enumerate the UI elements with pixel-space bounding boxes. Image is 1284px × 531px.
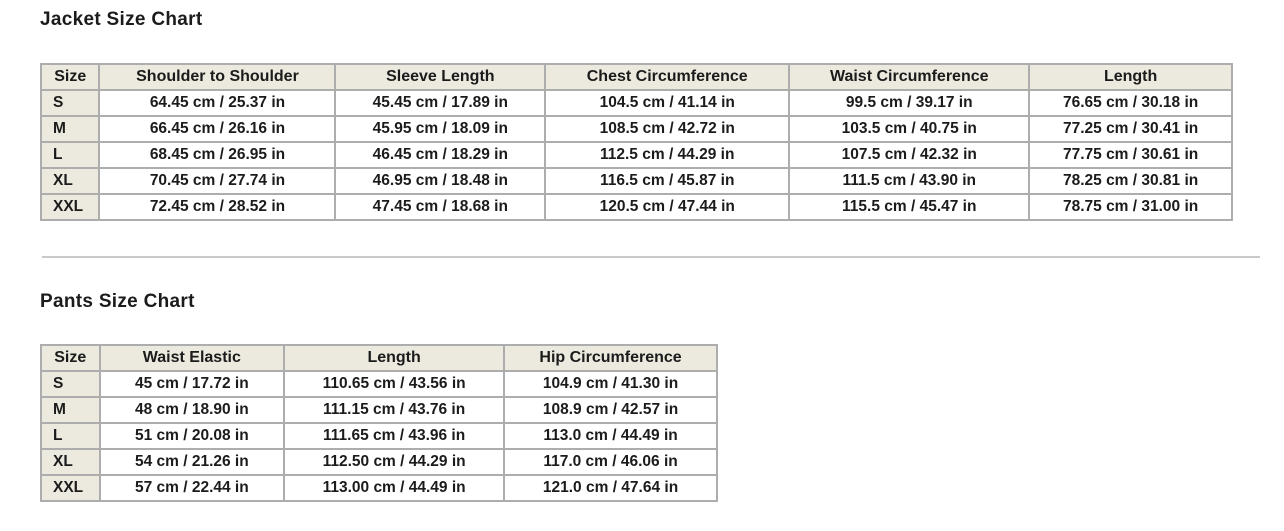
size-cell: S (41, 371, 100, 397)
table-row (41, 116, 1232, 142)
table-row (41, 90, 1232, 116)
column-header: Shoulder to Shoulder (99, 64, 335, 90)
measurement-cell: 77.25 cm / 30.41 in (1029, 116, 1232, 142)
measurement-cell: 47.45 cm / 18.68 in (335, 194, 545, 220)
table-row (41, 397, 717, 423)
measurement-cell: 107.5 cm / 42.32 in (789, 142, 1029, 168)
measurement-cell: 115.5 cm / 45.47 in (789, 194, 1029, 220)
measurement-cell: 57 cm / 22.44 in (100, 475, 285, 501)
measurement-cell: 46.45 cm / 18.29 in (335, 142, 545, 168)
measurement-cell: 78.75 cm / 31.00 in (1029, 194, 1232, 220)
measurement-cell: 46.95 cm / 18.48 in (335, 168, 545, 194)
measurement-cell: 45 cm / 17.72 in (100, 371, 285, 397)
column-header: Hip Circumference (504, 345, 717, 371)
measurement-cell: 45.45 cm / 17.89 in (335, 90, 545, 116)
section-divider (42, 256, 1260, 258)
measurement-cell: 121.0 cm / 47.64 in (504, 475, 717, 501)
measurement-cell: 77.75 cm / 30.61 in (1029, 142, 1232, 168)
measurement-cell: 72.45 cm / 28.52 in (99, 194, 335, 220)
size-cell: S (41, 90, 99, 116)
jacket-chart-title: Jacket Size Chart (40, 9, 203, 30)
size-cell: XL (41, 168, 99, 194)
measurement-cell: 45.95 cm / 18.09 in (335, 116, 545, 142)
jacket-size-table (40, 63, 1233, 221)
measurement-cell: 68.45 cm / 26.95 in (99, 142, 335, 168)
measurement-cell: 113.0 cm / 44.49 in (504, 423, 717, 449)
size-cell: XXL (41, 194, 99, 220)
measurement-cell: 70.45 cm / 27.74 in (99, 168, 335, 194)
measurement-cell: 78.25 cm / 30.81 in (1029, 168, 1232, 194)
measurement-cell: 66.45 cm / 26.16 in (99, 116, 335, 142)
measurement-cell: 111.5 cm / 43.90 in (789, 168, 1029, 194)
measurement-cell: 76.65 cm / 30.18 in (1029, 90, 1232, 116)
pants-size-table (40, 344, 718, 502)
column-header: Length (1029, 64, 1232, 90)
column-header: Waist Circumference (789, 64, 1029, 90)
table-row (41, 449, 717, 475)
column-header: Size (41, 345, 100, 371)
measurement-cell: 112.50 cm / 44.29 in (284, 449, 504, 475)
measurement-cell: 64.45 cm / 25.37 in (99, 90, 335, 116)
size-cell: XXL (41, 475, 100, 501)
measurement-cell: 110.65 cm / 43.56 in (284, 371, 504, 397)
table-row (41, 475, 717, 501)
column-header: Sleeve Length (335, 64, 545, 90)
column-header: Waist Elastic (100, 345, 285, 371)
measurement-cell: 113.00 cm / 44.49 in (284, 475, 504, 501)
measurement-cell: 108.5 cm / 42.72 in (545, 116, 789, 142)
measurement-cell: 111.15 cm / 43.76 in (284, 397, 504, 423)
measurement-cell: 104.5 cm / 41.14 in (545, 90, 789, 116)
size-cell: XL (41, 449, 100, 475)
table-row (41, 423, 717, 449)
table-row (41, 371, 717, 397)
measurement-cell: 51 cm / 20.08 in (100, 423, 285, 449)
header-row (41, 64, 1232, 90)
measurement-cell: 104.9 cm / 41.30 in (504, 371, 717, 397)
column-header: Length (284, 345, 504, 371)
measurement-cell: 99.5 cm / 39.17 in (789, 90, 1029, 116)
table-row (41, 194, 1232, 220)
measurement-cell: 116.5 cm / 45.87 in (545, 168, 789, 194)
table-row (41, 168, 1232, 194)
column-header: Chest Circumference (545, 64, 789, 90)
measurement-cell: 117.0 cm / 46.06 in (504, 449, 717, 475)
measurement-cell: 112.5 cm / 44.29 in (545, 142, 789, 168)
column-header: Size (41, 64, 99, 90)
table-row (41, 142, 1232, 168)
measurement-cell: 108.9 cm / 42.57 in (504, 397, 717, 423)
size-cell: M (41, 116, 99, 142)
header-row (41, 345, 717, 371)
measurement-cell: 48 cm / 18.90 in (100, 397, 285, 423)
size-cell: M (41, 397, 100, 423)
measurement-cell: 54 cm / 21.26 in (100, 449, 285, 475)
measurement-cell: 111.65 cm / 43.96 in (284, 423, 504, 449)
pants-chart-title: Pants Size Chart (40, 291, 195, 312)
measurement-cell: 103.5 cm / 40.75 in (789, 116, 1029, 142)
size-cell: L (41, 423, 100, 449)
measurement-cell: 120.5 cm / 47.44 in (545, 194, 789, 220)
size-cell: L (41, 142, 99, 168)
